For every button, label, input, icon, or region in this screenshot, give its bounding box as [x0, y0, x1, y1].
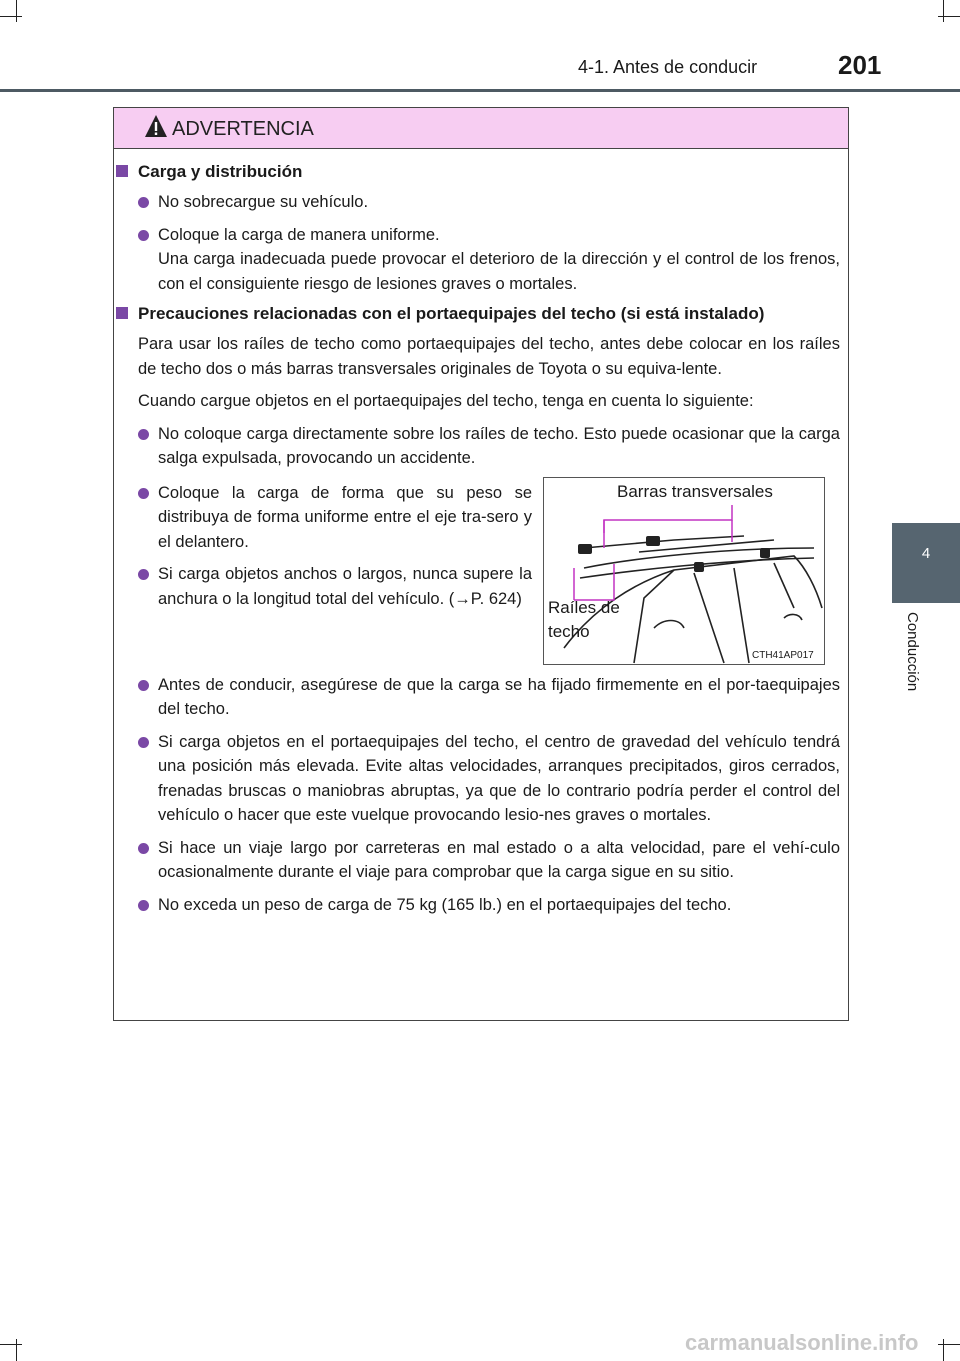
- label-roof-rails: Raíles de techo: [548, 597, 620, 641]
- list-item: Coloque la carga de manera uniforme.: [114, 223, 850, 248]
- paragraph: Cuando cargue objetos en el portaequipajes del techo, tenga en cuenta lo siguiente:: [138, 392, 754, 410]
- watermark: carmanualsonline.info: [685, 1330, 919, 1355]
- list-item: Si hace un viaje largo por carreteras en mal estado o a alta velocidad, pare el vehí-culo ocasionalmente durante el viaje para comprobar que la carga sigue en su sitio.: [114, 836, 850, 885]
- round-bullet-icon: [138, 843, 149, 854]
- warning-content: [114, 160, 850, 925]
- crop-mark: [16, 0, 17, 22]
- crop-mark: [938, 16, 960, 17]
- list-item: Si carga objetos anchos o largos, nunca supere la anchura o la longitud total del vehículo. (→P. 624): [114, 562, 532, 611]
- crop-mark: [943, 1339, 944, 1361]
- figure-row: [114, 479, 850, 667]
- warning-header: [114, 108, 848, 149]
- round-bullet-icon: [138, 737, 149, 748]
- figure-code: CTH41AP017: [752, 649, 814, 661]
- round-bullet-icon: [138, 488, 149, 499]
- crop-mark: [943, 0, 944, 22]
- crop-mark: [0, 1344, 22, 1345]
- label-crossbars: Barras transversales: [617, 481, 773, 501]
- list-item-continuation: Una carga inadecuada puede provocar el deterioro de la dirección y el control de los frenos, con el consiguiente riesgo de lesiones graves o mortales.: [158, 250, 840, 293]
- list-item: Si carga objetos en el portaequipajes del techo, el centro de gravedad del vehículo tendrá una posición más elevada. Evite altas velocidades, arranques precipitados, giros cerrados, frenadas bruscas o maniobras abruptas, ya que de lo contrario podría perder el control del vehículo o hacer que este vuelque provocando lesio-nes graves o mortales.: [114, 730, 850, 828]
- section-title: 4-1. Antes de conducir: [578, 57, 758, 77]
- page-number: 201: [838, 50, 882, 80]
- list-item: Antes de conducir, asegúrese de que la carga se ha fijado firmemente en el por-taequipajes del techo.: [114, 673, 850, 722]
- warning-box: [113, 107, 849, 1021]
- warning-triangle-icon: [144, 114, 168, 138]
- crop-mark: [16, 1339, 17, 1361]
- round-bullet-icon: [138, 569, 149, 580]
- square-bullet-icon: [116, 307, 128, 319]
- chapter-label: Conducción: [904, 612, 921, 692]
- header-divider: [0, 89, 960, 92]
- square-bullet-icon: [116, 165, 128, 177]
- round-bullet-icon: [138, 900, 149, 911]
- round-bullet-icon: [138, 680, 149, 691]
- chapter-number: 4: [921, 545, 931, 562]
- chapter-label-box: [904, 612, 926, 712]
- chapter-tab[interactable]: [892, 523, 960, 603]
- round-bullet-icon: [138, 429, 149, 440]
- crop-mark: [0, 16, 22, 17]
- round-bullet-icon: [138, 197, 149, 208]
- paragraph: Para usar los raíles de techo como portaequipajes del techo, antes debe colocar en los raíles de techo dos o más barras transversales originales de Toyota o su equiva-lente.: [138, 335, 840, 378]
- figure-side-text: [114, 481, 532, 620]
- list-item: No coloque carga directamente sobre los raíles de techo. Esto puede ocasionar que la carga salga expulsada, provocando un accidente.: [114, 422, 850, 471]
- list-item: No exceda un peso de carga de 75 kg (165 lb.) en el portaequipajes del techo.: [114, 893, 850, 918]
- roof-rack-figure: [543, 477, 825, 665]
- warning-title: ADVERTENCIA: [172, 118, 314, 140]
- list-item: No sobrecargue su vehículo.: [114, 190, 850, 215]
- list-item: Coloque la carga de forma que su peso se distribuya de forma uniforme entre el eje tra-sero y el delantero.: [114, 481, 532, 555]
- round-bullet-icon: [138, 230, 149, 241]
- section-heading: Precauciones relacionadas con el portaequipajes del techo (si está instalado): [114, 302, 850, 326]
- section-heading: Carga y distribución: [114, 160, 850, 184]
- crop-mark: [938, 1344, 960, 1345]
